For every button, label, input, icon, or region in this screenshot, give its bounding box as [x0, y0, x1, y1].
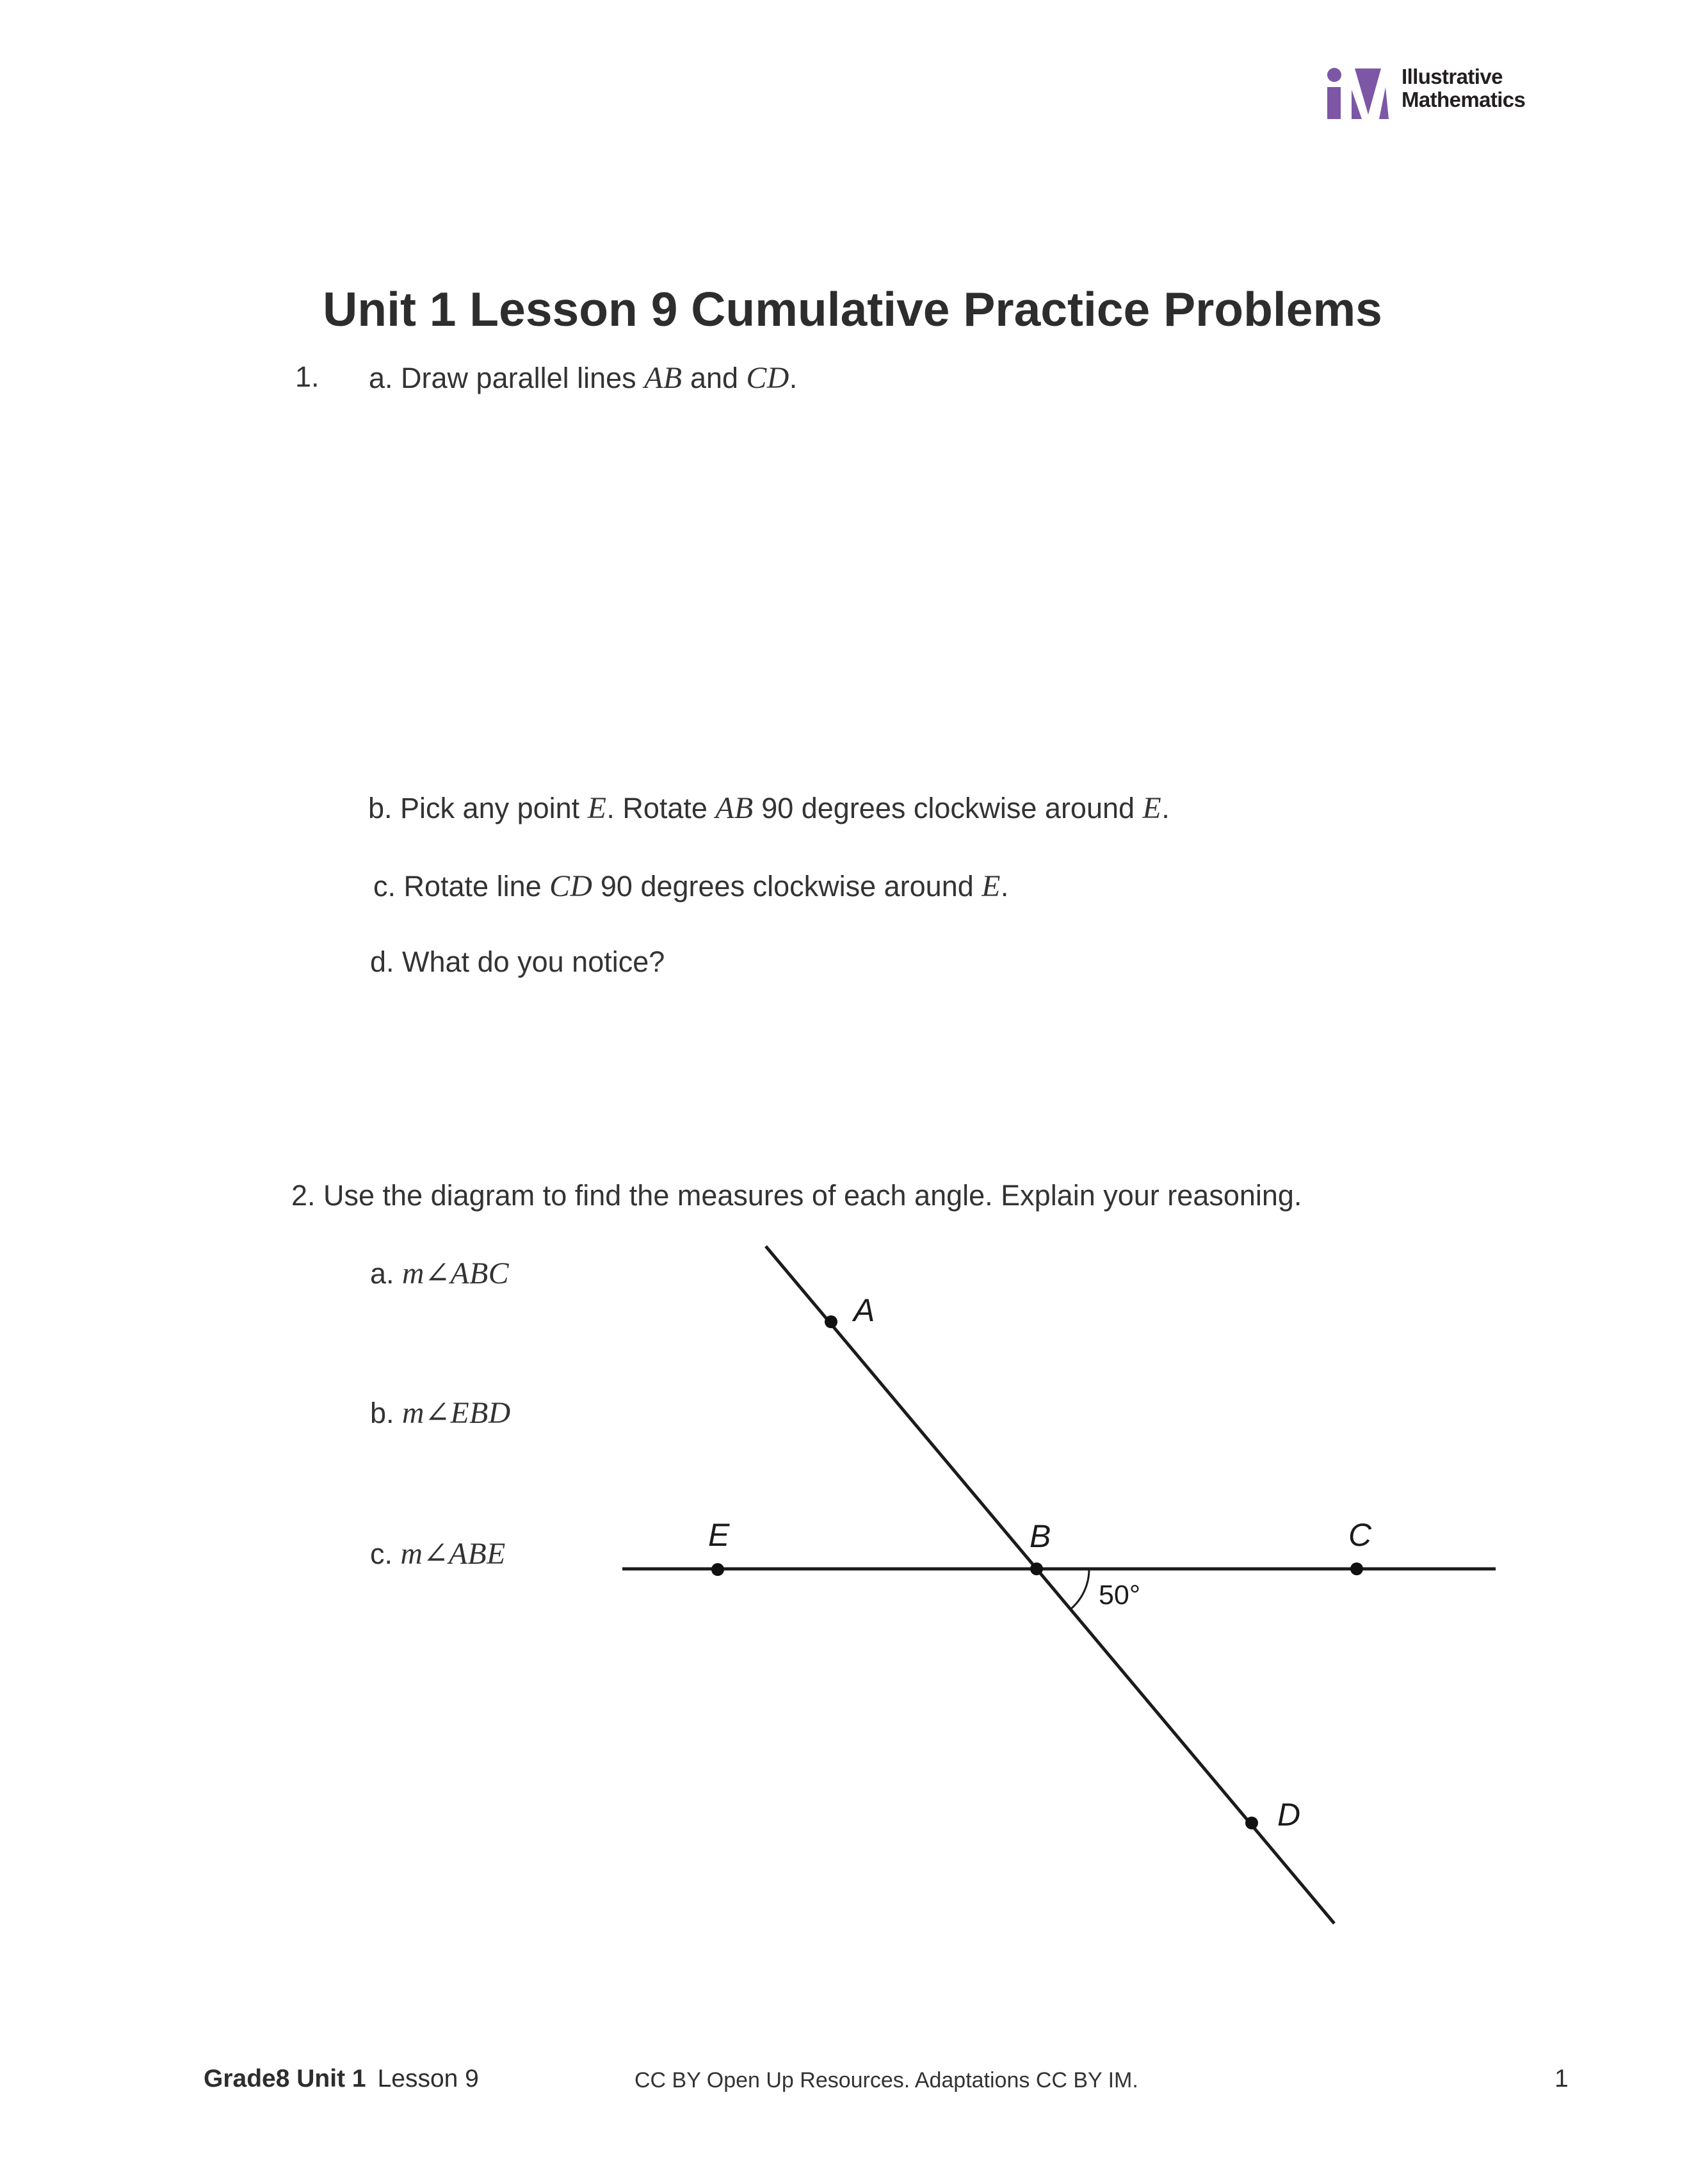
math-segment: m∠ABC [402, 1257, 510, 1290]
point-a-label: A [853, 1292, 875, 1328]
point-b-label: B [1030, 1518, 1051, 1554]
math-segment: m∠ABE [400, 1537, 506, 1571]
math-segment: CD [746, 361, 789, 395]
logo-word-line2: Mathematics [1402, 87, 1526, 111]
point-c-label: C [1348, 1517, 1372, 1553]
text-segment: 90 degrees clockwise around [753, 792, 1143, 824]
text-segment: . [1000, 870, 1009, 903]
angle-measure-label: 50° [1099, 1580, 1141, 1610]
point-a-dot [825, 1315, 837, 1328]
text-segment: a. [370, 1257, 403, 1290]
text-segment: . [789, 362, 798, 394]
footer-course-info [204, 2065, 479, 2093]
problem1-number-text: 1. [295, 360, 319, 393]
text-segment: c. Rotate line [373, 870, 550, 903]
text-segment: b. Pick any point [368, 792, 588, 824]
text-segment: 90 degrees clockwise around [592, 870, 982, 903]
text-segment: b. [370, 1397, 403, 1429]
point-e-dot [711, 1563, 724, 1576]
math-segment: E [982, 869, 1001, 903]
text-segment: c. [370, 1538, 401, 1570]
math-segment: E [587, 791, 607, 825]
math-segment: AB [715, 791, 754, 825]
footer-grade-unit: Grade8 Unit 1 [204, 2065, 366, 2092]
math-segment: AB [644, 361, 683, 395]
footer-lesson: Lesson 9 [377, 2065, 479, 2092]
point-d-label: D [1277, 1797, 1301, 1833]
footer-license: CC BY Open Up Resources. Adaptations CC BY IM. [634, 2068, 1138, 2092]
math-segment: CD [549, 869, 593, 903]
point-c-dot [1350, 1562, 1363, 1575]
angle-arc [1071, 1569, 1089, 1609]
text-segment: a. Draw parallel lines [369, 362, 645, 394]
text-segment: 2. Use the diagram to find the measures of each angle. Explain your reasoning. [291, 1179, 1302, 1212]
point-b-dot [1030, 1562, 1043, 1575]
math-segment: m∠EBD [402, 1396, 511, 1430]
text-segment: . Rotate [606, 792, 716, 824]
text-segment: d. What do you notice? [370, 945, 665, 978]
text-segment: and [682, 362, 747, 394]
point-d-dot [1245, 1817, 1258, 1829]
page-title: Unit 1 Lesson 9 Cumulative Practice Problems [323, 282, 1382, 336]
point-e-label: E [708, 1517, 730, 1553]
footer-page-number: 1 [1555, 2065, 1569, 2092]
text-segment: . [1161, 792, 1170, 824]
math-segment: E [1142, 791, 1162, 825]
logo-word-line1: Illustrative [1402, 65, 1503, 88]
